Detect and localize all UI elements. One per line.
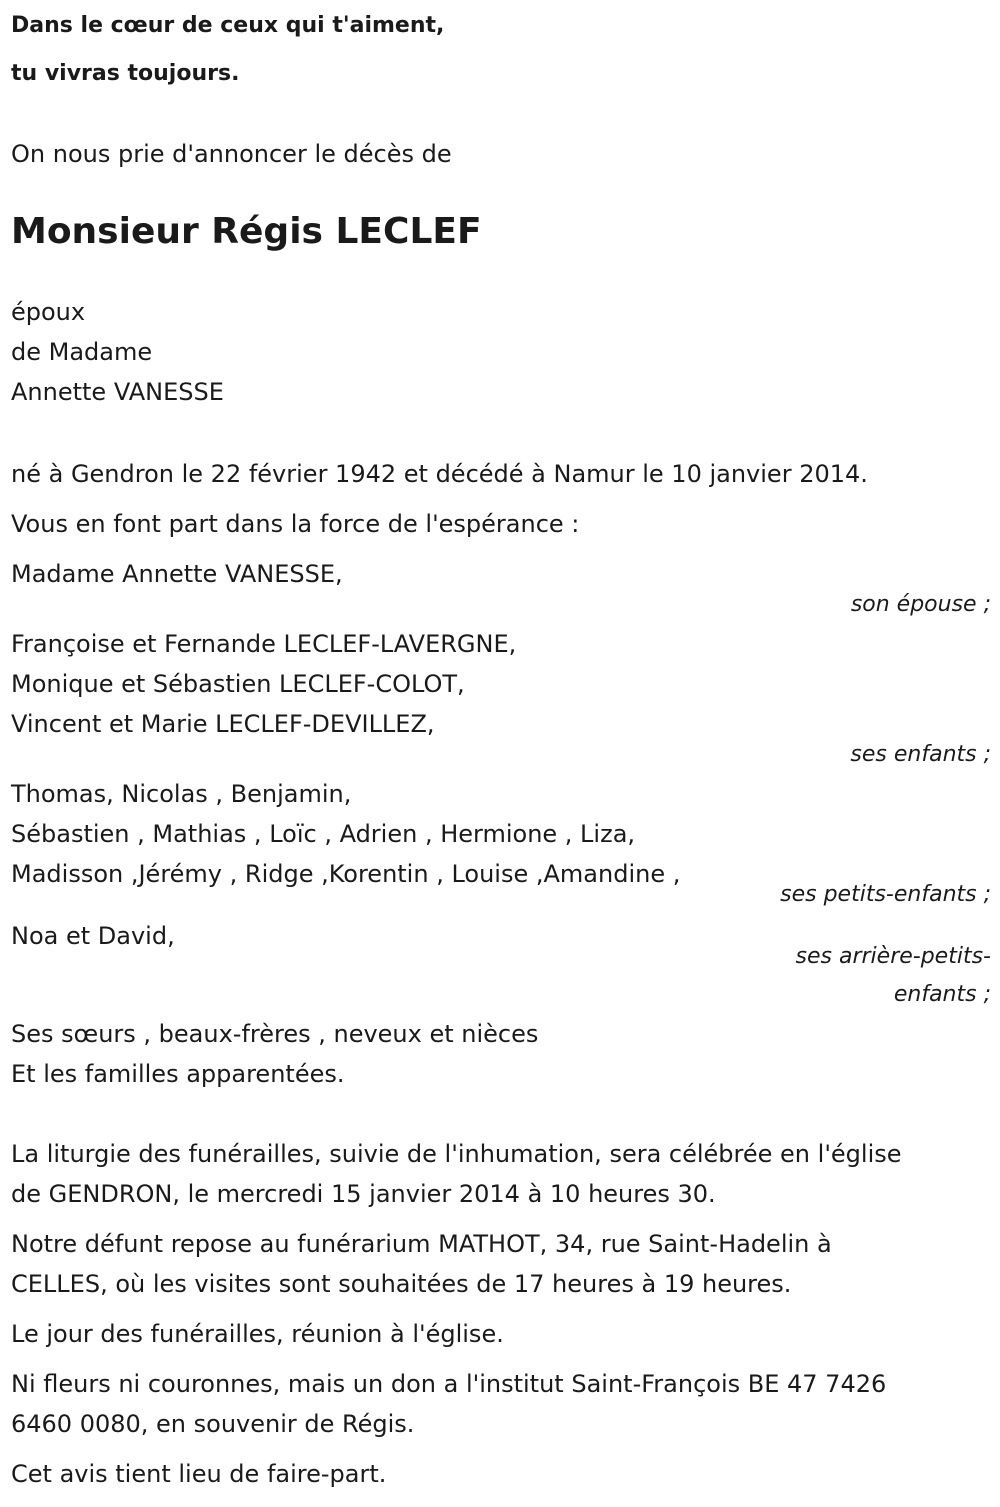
meeting-info bbox=[11, 1314, 991, 1354]
funeral-line: Notre défunt repose au funérarium MATHOT, 34, rue Saint-Hadelin à bbox=[11, 1230, 832, 1258]
closing-note bbox=[11, 1454, 991, 1494]
family-group-great-grandchildren bbox=[11, 916, 991, 1014]
funeral-line: Cet avis tient lieu de faire-part. bbox=[11, 1460, 387, 1488]
funeral-line: de GENDRON, le mercredi 15 janvier 2014 à 10 heures 30. bbox=[11, 1180, 716, 1208]
intro-text: On nous prie d'annoncer le décès de bbox=[11, 140, 452, 168]
deceased-name: Monsieur Régis LECLEF bbox=[11, 211, 482, 252]
spouse-line: de Madame bbox=[11, 338, 153, 366]
spouse-info bbox=[11, 292, 991, 412]
family-group-grandchildren bbox=[11, 774, 991, 914]
birth-death-dates: né à Gendron le 22 février 1942 et décédé à Namur le 10 janvier 2014. bbox=[11, 460, 868, 488]
funeral-liturgy bbox=[11, 1134, 991, 1214]
spouse-line: époux bbox=[11, 298, 86, 326]
funeral-line: Le jour des funérailles, réunion à l'église. bbox=[11, 1320, 504, 1348]
family-member: Madisson ,Jérémy , Ridge ,Korentin , Louise ,Amandine , bbox=[11, 860, 681, 888]
funeral-line: CELLES, où les visites sont souhaitées de 17 heures à 19 heures. bbox=[11, 1270, 792, 1298]
family-member: Vincent et Marie LECLEF-DEVILLEZ, bbox=[11, 710, 435, 738]
relation-label: son épouse ; bbox=[850, 592, 991, 617]
death-notice bbox=[11, 0, 991, 1494]
relation-label: ses petits-enfants ; bbox=[780, 882, 991, 907]
family-member: Thomas, Nicolas , Benjamin, bbox=[11, 780, 352, 808]
family-member: Sébastien , Mathias , Loïc , Adrien , Hermione , Liza, bbox=[11, 820, 636, 848]
family-group-children bbox=[11, 624, 991, 774]
extended-family-line: Et les familles apparentées. bbox=[11, 1060, 345, 1088]
family-member: Noa et David, bbox=[11, 922, 175, 950]
funeral-line: 6460 0080, en souvenir de Régis. bbox=[11, 1410, 415, 1438]
epigraph-line: Dans le cœur de ceux qui t'aiment, bbox=[11, 13, 445, 38]
funerarium-info bbox=[11, 1224, 991, 1304]
relation-label-line: enfants ; bbox=[893, 982, 991, 1007]
relation-label: ses enfants ; bbox=[850, 742, 991, 767]
extended-family-line: Ses sœurs , beaux-frères , neveux et nièces bbox=[11, 1020, 539, 1048]
family-group-spouse bbox=[11, 554, 991, 624]
funeral-line: La liturgie des funérailles, suivie de l'inhumation, sera célébrée en l'église bbox=[11, 1140, 902, 1168]
extended-family bbox=[11, 1014, 991, 1094]
spouse-line: Annette VANESSE bbox=[11, 378, 224, 406]
donation-info bbox=[11, 1364, 991, 1444]
family-member: Françoise et Fernande LECLEF-LAVERGNE, bbox=[11, 630, 517, 658]
family-member: Monique et Sébastien LECLEF-COLOT, bbox=[11, 670, 465, 698]
epigraph-line: tu vivras toujours. bbox=[11, 61, 240, 86]
announcement-text: Vous en font part dans la force de l'espérance : bbox=[11, 510, 580, 538]
epigraph bbox=[11, 2, 991, 98]
family-member: Madame Annette VANESSE, bbox=[11, 560, 343, 588]
funeral-line: Ni fleurs ni couronnes, mais un don a l'institut Saint-François BE 47 7426 bbox=[11, 1370, 887, 1398]
relation-label-line: ses arrière-petits- bbox=[795, 944, 991, 969]
